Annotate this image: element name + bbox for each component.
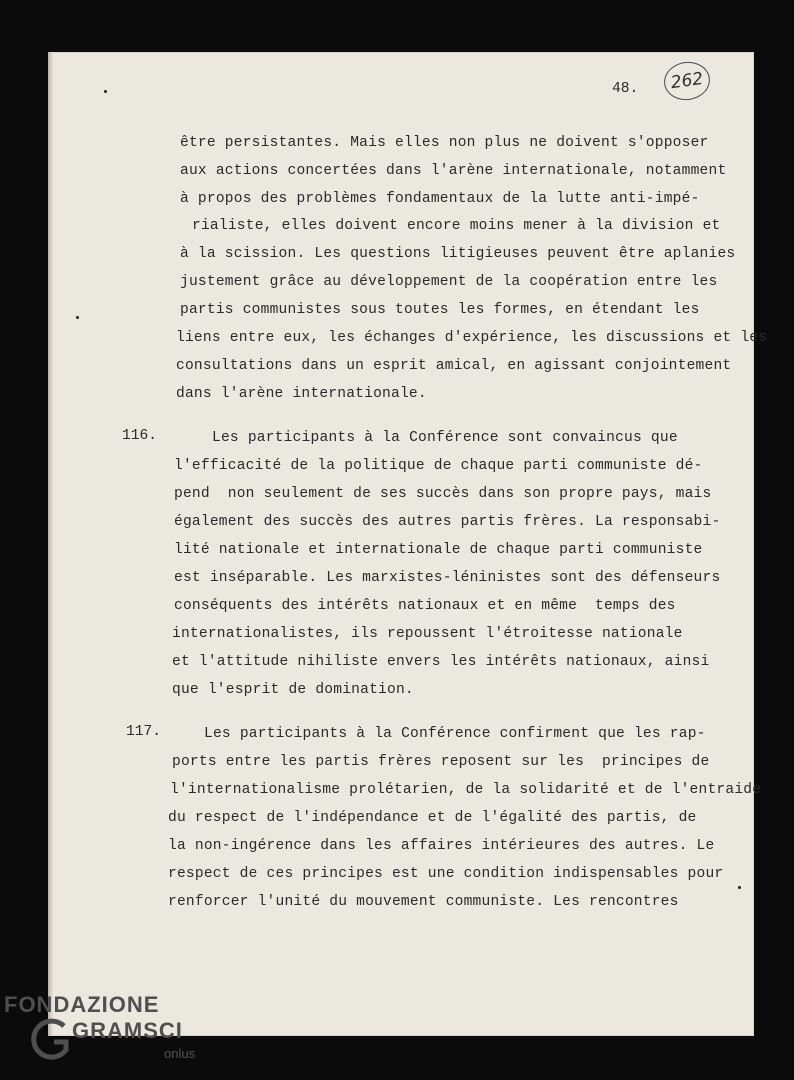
text-line: consultations dans un esprit amical, en agissant conjointement xyxy=(176,358,732,374)
text-line: l'internationalisme prolétarien, de la solidarité et de l'entraide xyxy=(170,782,762,798)
paragraph-number: 117. xyxy=(126,724,162,740)
watermark-line-3: onlus xyxy=(164,1046,196,1061)
text-line: respect de ces principes est une condition indispensables pour xyxy=(168,866,724,882)
page-edge xyxy=(48,52,53,1036)
watermark-line-2: GRAMSCI xyxy=(72,1018,183,1043)
text-line: Les participants à la Conférence confirment que les rap- xyxy=(204,726,706,742)
text-line: être persistantes. Mais elles non plus ne doivent s'opposer xyxy=(180,135,709,151)
text-line: partis communistes sous toutes les formes, en étendant les xyxy=(180,302,700,318)
text-line: lité nationale et internationale de chaque parti communiste xyxy=(174,542,703,558)
speck xyxy=(738,886,741,889)
text-line: la non-ingérence dans les affaires intérieures des autres. Le xyxy=(168,838,715,854)
text-line: l'efficacité de la politique de chaque parti communiste dé- xyxy=(174,458,703,474)
text-line: du respect de l'indépendance et de l'égalité des partis, de xyxy=(168,810,697,826)
text-line: que l'esprit de domination. xyxy=(172,682,414,698)
archive-number-stamp: 262 xyxy=(662,59,713,103)
text-line: rialiste, elles doivent encore moins mener à la division et xyxy=(192,218,721,234)
paragraph-number: 116. xyxy=(122,428,158,444)
text-line: à la scission. Les questions litigieuses peuvent être aplanies xyxy=(180,246,736,262)
text-line: aux actions concertées dans l'arène internationale, notamment xyxy=(180,163,727,179)
text-line: Les participants à la Conférence sont convaincus que xyxy=(212,430,678,446)
document-page xyxy=(48,52,768,1036)
speck xyxy=(104,90,107,93)
text-line: renforcer l'unité du mouvement communiste. Les rencontres xyxy=(168,894,679,910)
watermark-line-1: FONDAZIONE xyxy=(4,992,160,1017)
text-line: ports entre les partis frères reposent sur les principes de xyxy=(172,754,710,770)
text-line: est inséparable. Les marxistes-léninistes sont des défenseurs xyxy=(174,570,721,586)
text-line: dans l'arène internationale. xyxy=(176,386,427,402)
text-line: à propos des problèmes fondamentaux de la lutte anti-impé- xyxy=(180,191,700,207)
text-line: et l'attitude nihiliste envers les intérêts nationaux, ainsi xyxy=(172,654,710,670)
text-line: liens entre eux, les échanges d'expérience, les discussions et les xyxy=(176,330,768,346)
text-line: conséquents des intérêts nationaux et en même temps des xyxy=(174,598,676,614)
fondazione-gramsci-watermark xyxy=(4,992,204,1072)
speck xyxy=(76,316,79,319)
gramsci-logo-icon xyxy=(30,1016,74,1068)
text-line: également des succès des autres partis frères. La responsabi- xyxy=(174,514,721,530)
text-line: justement grâce au développement de la coopération entre les xyxy=(180,274,718,290)
page-number: 48. xyxy=(612,81,639,97)
text-line: pend non seulement de ses succès dans son propre pays, mais xyxy=(174,486,712,502)
text-line: internationalistes, ils repoussent l'étroitesse nationale xyxy=(172,626,683,642)
